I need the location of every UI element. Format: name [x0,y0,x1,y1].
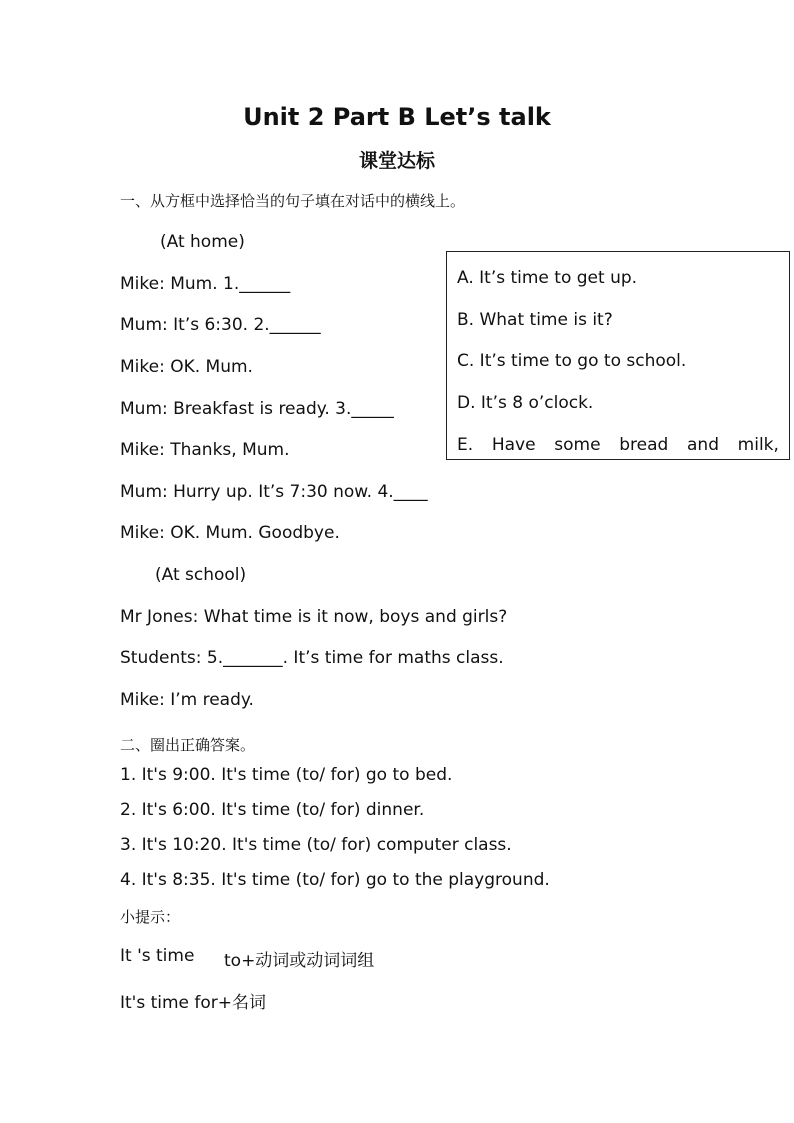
dialogue-line: Mike: OK. Mum. Goodbye. [120,523,340,543]
tip-line-1-part-a: It 's time [120,946,195,966]
page-subtitle: 课堂达标 [358,150,435,172]
option-e [457,435,779,455]
scene-home-label: (At home) [160,232,245,252]
dialogue-line: Mum: Breakfast is ready. 3._____ [120,399,394,419]
options-box [446,251,790,460]
option-e-word: some [554,435,601,455]
section1-instruction: 一、从方框中选择恰当的句子填在对话中的横线上。 [120,192,466,210]
page-title: Unit 2 Part B Let’s talk [243,103,551,131]
option-e-word: bread [619,435,669,455]
dialogue-line: Mike: Mum. 1.______ [120,274,291,294]
option-b: B. What time is it? [457,310,613,330]
question-item: 2. It's 6:00. It's time (to/ for) dinner. [120,800,425,820]
question-item: 3. It's 10:20. It's time (to/ for) computer class. [120,835,512,855]
option-c: C. It’s time to go to school. [457,351,687,371]
question-item: 4. It's 8:35. It's time (to/ for) go to the playground. [120,870,550,890]
tip-line-2: It's time for+名词 [120,993,267,1013]
scene-school-label: (At school) [155,565,247,585]
option-a: A. It’s time to get up. [457,268,638,288]
option-e-word: milk, [737,435,779,455]
option-e-word: E. [457,435,474,455]
tips-heading: 小提示： [120,908,181,926]
question-item: 1. It's 9:00. It's time (to/ for) go to bed. [120,765,453,785]
dialogue-line: Mr Jones: What time is it now, boys and girls? [120,607,508,627]
dialogue-line: Mum: Hurry up. It’s 7:30 now. 4.____ [120,482,428,502]
dialogue-line: Mike: Thanks, Mum. [120,440,290,460]
dialogue-line: Mike: I’m ready. [120,690,254,710]
dialogue-line: Mike: OK. Mum. [120,357,253,377]
option-e-word: and [687,435,719,455]
option-d: D. It’s 8 o’clock. [457,393,594,413]
section2-instruction: 二、圈出正确答案。 [120,736,256,754]
dialogue-line: Mum: It’s 6:30. 2.______ [120,315,321,335]
tip-line-1-part-b: to+动词或动词词组 [224,951,375,971]
dialogue-line: Students: 5._______. It’s time for maths class. [120,648,504,668]
option-e-word: Have [491,435,536,455]
